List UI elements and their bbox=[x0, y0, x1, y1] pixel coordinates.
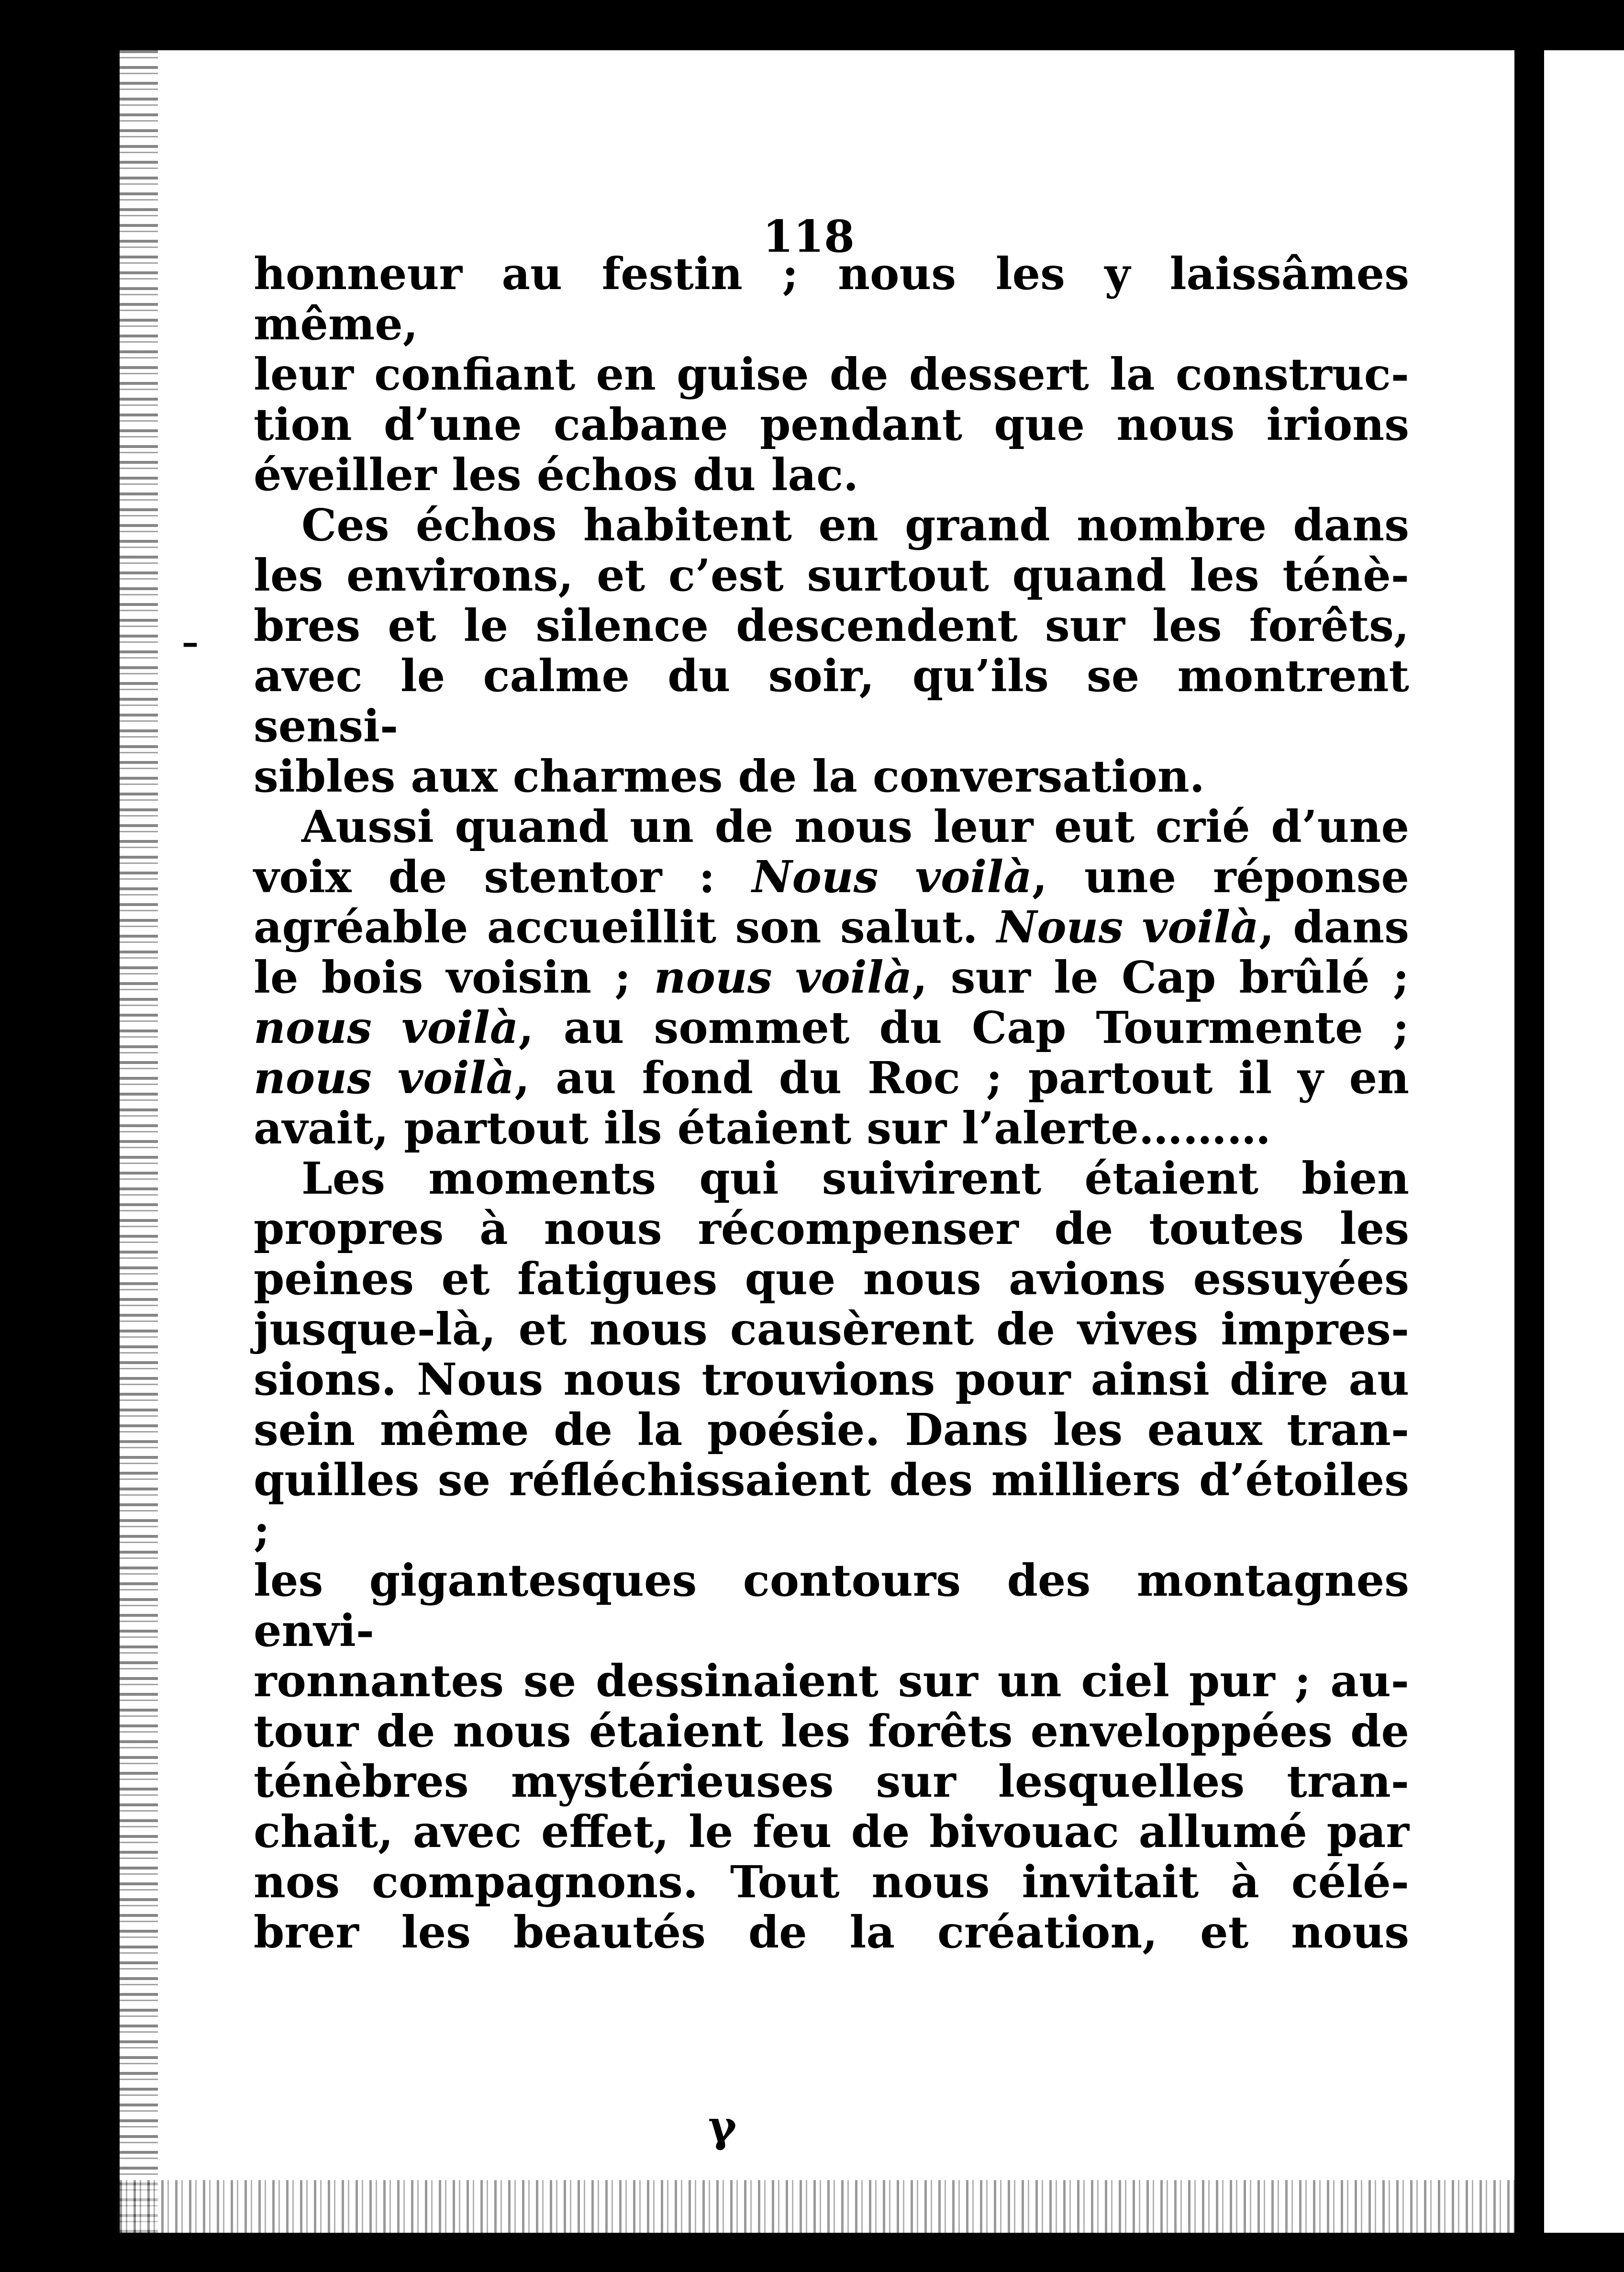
text-line: agréable accueillit son salut. Nous voilà, dans bbox=[254, 901, 1409, 953]
text-line: sions. Nous nous trouvions pour ainsi dire au bbox=[254, 1354, 1409, 1405]
text-line: propres à nous récompenser de toutes les bbox=[254, 1203, 1409, 1254]
text-line: jusque-là, et nous causèrent de vives impres- bbox=[254, 1303, 1409, 1355]
body-text bbox=[254, 249, 1409, 1958]
page-number: 118 bbox=[762, 211, 855, 262]
scan-noise-bottom bbox=[120, 2180, 1514, 2233]
text-line: sein même de la poésie. Dans les eaux tran- bbox=[254, 1404, 1409, 1455]
text-line: éveiller les échos du lac. bbox=[254, 449, 859, 501]
text-line: honneur au festin ; nous les y laissâmes même, bbox=[254, 248, 1409, 350]
scan-noise-left bbox=[120, 50, 158, 2233]
text-line: quilles se réfléchissaient des milliers d’étoiles ; bbox=[254, 1454, 1409, 1556]
text-line: nos compagnons. Tout nous invitait à célé- bbox=[254, 1856, 1409, 1908]
text-line: ronnantes se dessinaient sur un ciel pur ; au- bbox=[254, 1655, 1409, 1707]
facing-page-edge bbox=[1544, 50, 1624, 2233]
text-line: avec le calme du soir, qu’ils se montrent sensi- bbox=[254, 650, 1409, 752]
text-line: voix de stentor : Nous voilà, une réponse bbox=[254, 851, 1410, 903]
text-line: Aussi quand un de nous leur eut crié d’une bbox=[301, 801, 1409, 852]
margin-tick-mark: γ bbox=[708, 2101, 737, 2152]
text-line: les gigantesques contours des montagnes envi- bbox=[254, 1555, 1409, 1656]
text-line: tion d’une cabane pendant que nous irions bbox=[254, 399, 1409, 450]
text-line: tour de nous étaient les forêts enveloppées de bbox=[254, 1705, 1409, 1757]
text-line: leur confiant en guise de dessert la construc- bbox=[254, 348, 1409, 400]
text-line: le bois voisin ; nous voilà, sur le Cap brûlé ; bbox=[254, 951, 1410, 1003]
text-line: les environs, et c’est surtout quand les ténè- bbox=[254, 549, 1409, 601]
text-line: peines et fatigues que nous avions essuyées bbox=[254, 1253, 1409, 1305]
text-line: nous voilà, au sommet du Cap Tourmente ; bbox=[254, 1002, 1409, 1053]
text-line: ténèbres mystérieuses sur lesquelles tran- bbox=[254, 1756, 1409, 1807]
text-line: sibles aux charmes de la conversation. bbox=[254, 750, 1205, 802]
text-line: avait, partout ils étaient sur l’alerte……… bbox=[254, 1102, 1271, 1154]
text-line: Ces échos habitent en grand nombre dans bbox=[301, 499, 1409, 551]
gutter-shadow bbox=[1514, 50, 1544, 2233]
text-line: nous voilà, au fond du Roc ; partout il y en bbox=[254, 1052, 1409, 1104]
text-line: chait, avec effet, le feu de bivouac allumé par bbox=[254, 1806, 1409, 1858]
text-line: Les moments qui suivirent étaient bien bbox=[301, 1153, 1409, 1204]
text-line: brer les beautés de la création, et nous bbox=[254, 1906, 1409, 1958]
text-line: bres et le silence descendent sur les forêts, bbox=[254, 600, 1409, 651]
margin-tick-mark: – bbox=[182, 622, 199, 662]
